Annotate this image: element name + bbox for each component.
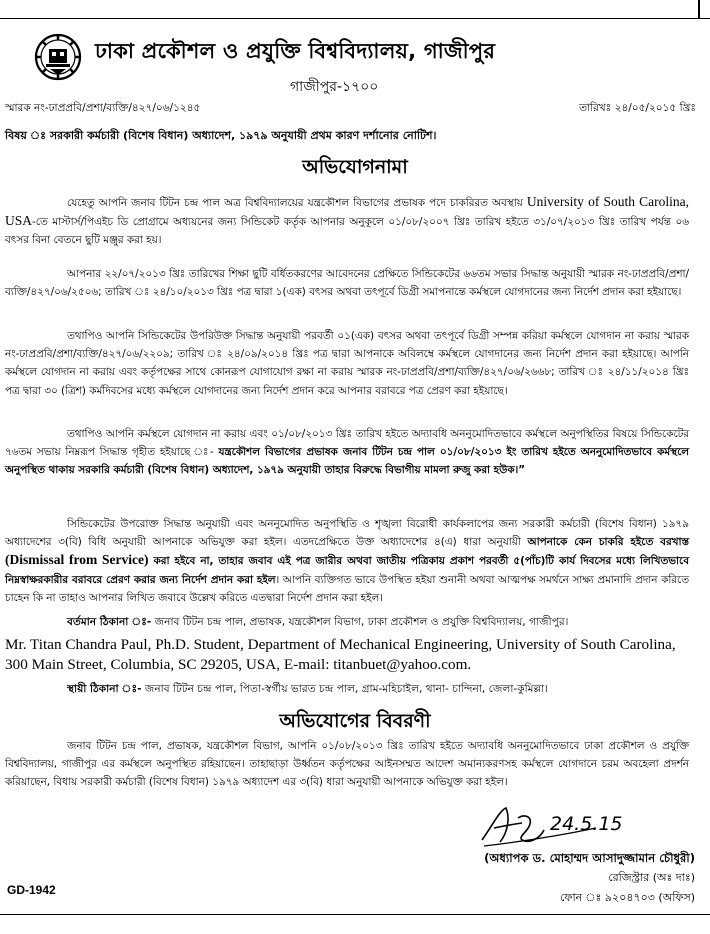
document-code: GD-1942 (7, 883, 56, 897)
para4-decision-quote: যন্ত্রকৌশল বিভাগের প্রভাষক জনাব টিটন চন্দ্র পাল ০১/০৮/২০১৩ ইং তারিখ হইতে অননুমোদিতভাবে কর্মস্থলে অনুপস্থিত থাকায় সরকারি কর্মচারী (বিশেষ বিধান) অধ্যাদেশ, ১৯৭৯ অনুযায়ী তাহার বিরুদ্ধে বিভাগীয় মামলা রুজু করা হউক।” (5, 446, 689, 477)
heading-charge-details: অভিযোগের বিবরণী (279, 710, 431, 732)
memo-number: স্মারক নং-ঢাপ্রপ্রবি/প্রশা/ব্যক্তি/৪২৭/০৬/১২৪৫ (5, 102, 201, 114)
signatory-name: (অধ্যাপক ড. মোহাম্মদ আসাদুজ্জামান চৌধুরী) (484, 851, 695, 865)
permanent-address-label: স্থায়ী ঠিকানা ঃ- (67, 683, 142, 695)
permanent-address (5, 680, 689, 698)
university-name: ঢাকা প্রকৌশল ও প্রযুক্তি বিশ্ববিদ্যালয়, গাজীপুর (95, 39, 496, 63)
paragraph-syndicate-decision (5, 425, 689, 480)
page-corner-edge (698, 0, 700, 18)
paragraph-leave-extension: আপনার ২২/০৭/২০১৩ খ্রিঃ তারিখের শিক্ষা ছুটি বর্ধিতকরণের আবেদনের প্রেক্ষিতে সিন্ডিকেটের ৬৬তম সভার সিদ্ধান্ত অনুযায়ী স্মারক নং-ঢাপ্রপ্রবি/প্রশা/ব্যক্তি/৪২৭/০৬/২৫০৬; তারিখ ঃ ২৪/১০/২০১৩ খ্রিঃ পত্র দ্বারা ১(এক) বৎসর অথবা তৎপূর্বে ডিগ্রী সমাপনান্তে কর্মস্থলে যোগদানের জন্য নির্দেশ প্রদান করা হইয়াছে। (5, 268, 689, 299)
paragraph-charge-details: জনাব টিটন চন্দ্র পাল, প্রভাষক, যন্ত্রকৌশল বিভাগ, আপনি ০১/০৮/২০১৩ খ্রিঃ তারিখ হইতে অদ্যাবধি অননুমোদিতভাবে ঢাকা প্রকৌশল ও প্রযুক্তি বিশ্ববিদ্যালয়, গাজীপুর এর কর্মস্থলে অনুপস্থিত রহিয়াছেন। তাহাছাড়া উর্ধ্বতন কর্তৃপক্ষের আইনসম্মত আদেশ অমান্যকরণসহ কর্মস্থলে যোগদানে চরম অবহেলা প্রদর্শন করিয়াছেন, বিধায় সরকারী কর্মচারী (বিশেষ বিধান) ১৯৭৯ অধ্যাদেশ এর ৩(বি) ধারা অনুযায়ী আপনাকে অভিযুক্ত করা হইল। (5, 740, 689, 789)
letter-date: তারিখঃ ২৪/০৫/২০১৫ খ্রিঃ (579, 102, 696, 114)
para4-text-a: তথাপিও আপনি কর্মস্থলে যোগদান না করায় এবং ০১/০৮/২০১৩ খ্রিঃ তারিখ হইতে অদ্যাবধি অননুমোদিতভাবে কর্মস্থলে অনুপস্থিতির বিষয়ে সিন্ডিকেটের ৭৬তম সভায় নিম্নরূপ সিদ্ধান্ত গৃহীত হইয়াছে ঃ- (5, 428, 689, 459)
signature-date: 24.5.15 (550, 813, 623, 835)
para1-university: University of South Carolina, USA (5, 194, 690, 229)
subject-line: বিষয় ঃ সরকারী কর্মচারী (বিশেষ বিধান) অধ্যাদেশ, ১৯৭৯ অনুযায়ী প্রথম কারণ দর্শানোর নোটিশ। (5, 129, 437, 142)
para5-text-e: । আপনি ব্যক্তিগত ভাবে উপস্থিত হইয়া শুনানী অথবা আত্মপক্ষ সমর্থনে সাক্ষ্য প্রমানাদি প্রদান করিতে চাহেন কি না তাহাও আপনার লিখিত জবাবে উল্লেখ করিতে এতদ্বারা নির্দেশ প্রদান করা হইল। (5, 573, 689, 604)
present-address-value: জনাব টিটন চন্দ্র পাল, প্রভাষক, যন্ত্রকৌশল বিভাগ, ঢাকা প্রকৌশল ও প্রযুক্তি বিশ্ববিদ্যালয়, গাজীপুর। (151, 616, 569, 628)
para1-text-a: যেহেতু আপনি জনাব টিটন চন্দ্র পাল অত্র বিশ্ববিদ্যালয়ের যন্ত্রকৌশল বিভাগের প্রভাষক পদে চাকরিরত অবস্থায় (67, 197, 527, 209)
handwritten-signature (478, 804, 678, 850)
paragraph-show-cause (5, 515, 689, 607)
university-logo-icon (34, 33, 82, 81)
signatory-designation: রেজিস্ট্রার (অঃ দাঃ) (608, 871, 695, 884)
para5-dismissal-english: (Dismissal from Service) (5, 552, 149, 568)
university-city: গাজীপুর-১৭০০ (290, 79, 379, 95)
paragraph-rejoin-orders: তথাপিও আপনি সিন্ডিকেটের উপরিউক্ত সিদ্ধান্ত অনুযায়ী পরবর্তী ০১(এক) বৎসর অথবা তৎপূর্বে ডিগ্রী সম্পন্ন করিয়া কর্মস্থলে যোগদান না করায় স্মারক নং-ঢাপ্রপ্রবি/প্রশা/ব্যক্তি/৪২৭/০৬/২২০৯; তারিখ ঃ ২৪/০৯/২০১৪ খ্রিঃ পত্র দ্বারা আপনাকে অবিলম্বে কর্মস্থলে যোগদানের জন্য নির্দেশ প্রদান করা হইয়াছে। আপনি কর্মস্থলে যোগদান না করায় এবং কর্তৃপক্ষের সাথে কোনরূপ যোগাযোগ রক্ষা না করায় স্মারক নং-ঢাপ্রপ্রবি/প্রশা/ব্যক্তি/৪২৭/০৬/২৬৬৮; তারিখ ঃ ২৪/১১/২০১৪ খ্রিঃ পত্র দ্বারা ৩০ (ত্রিশ) কর্মদিবসের মধ্যে কর্মস্থলে যোগদানের জন্য নির্দেশ প্রদান করে আপনার বরাবরে পত্র প্রেরণ করা হইয়াছে। (5, 330, 689, 397)
permanent-address-value: জনাব টিটন চন্দ্র পাল, পিতা-স্বর্গীয় ভারত চন্দ্র পাল, গ্রাম-মহিচাইল, থানা- চান্দিনা, জেলা-কুমিল্লা। (141, 683, 548, 695)
para1-text-c: -তে মাস্টার্স/পিএইচ ডি প্রোগ্রামে অধ্যয়নের জন্য সিন্ডিকেট কর্তৃক আপনার অনুকূলে ০১/০৮/২০০৭ খ্রিঃ তারিখ হইতে ৩১/০৭/২০১৩ খ্রিঃ তারিখ পর্যন্ত ০৬ বৎসর বিনা বেতনে ছুটি মঞ্জুর করা হয়। (5, 216, 689, 247)
present-address-english: Mr. Titan Chandra Paul, Ph.D. Student, Department of Mechanical Engineering, University of South Carolina, 300 Main Street, Columbia, SC 29205, USA, E-mail: titanbuet@yahoo.com. (5, 636, 676, 673)
para5-dismissal-bangla: আপনাকে কেন চাকরি হইতে বরখাস্ত (527, 536, 689, 549)
present-address-bangla (5, 613, 689, 631)
page-bottom-edge (0, 914, 710, 934)
page-top-edge (0, 0, 710, 19)
paragraph-leave-granted (5, 193, 689, 250)
signatory-block (405, 848, 695, 908)
present-address-label: বর্তমান ঠিকানা ঃ- (67, 616, 152, 628)
para5-reply-order: করা হইবে না, তাহার জবাব এই পত্র জারীর অথবা জাতীয় পত্রিকায় প্রকাশ পরবর্তী ৫(পাঁচ)টি কার্য দিবসের মধ্যে লিখিতভাবে নিম্নস্বাক্ষরকারীর বরাবরে প্রেরণ করার জন্য নির্দেশ প্রদান করা হইল (5, 555, 690, 586)
heading-charge-sheet: অভিযোগনামা (302, 156, 408, 178)
para5-text-a: সিন্ডিকেটের উপরোক্ত সিদ্ধান্ত অনুযায়ী এবং অননুমোদিত অনুপস্থিতি ও শৃঙ্খলা বিরোধী কার্যকলাপের জন্য সরকারী কর্মচারী (বিশেষ বিধান) ১৯৭৯ অধ্যাদেশের ৩(বি) বিধি অনুযায়ী আপনাকে অভিযুক্ত করা হইল। এতদপ্রেক্ষিতে উক্ত অধ্যাদেশের ৪(এ) ধারা অনুযায়ী (5, 518, 689, 549)
signatory-phone: ফোন ঃ ৯২০৪৭০৩ (অফিস) (559, 891, 695, 904)
